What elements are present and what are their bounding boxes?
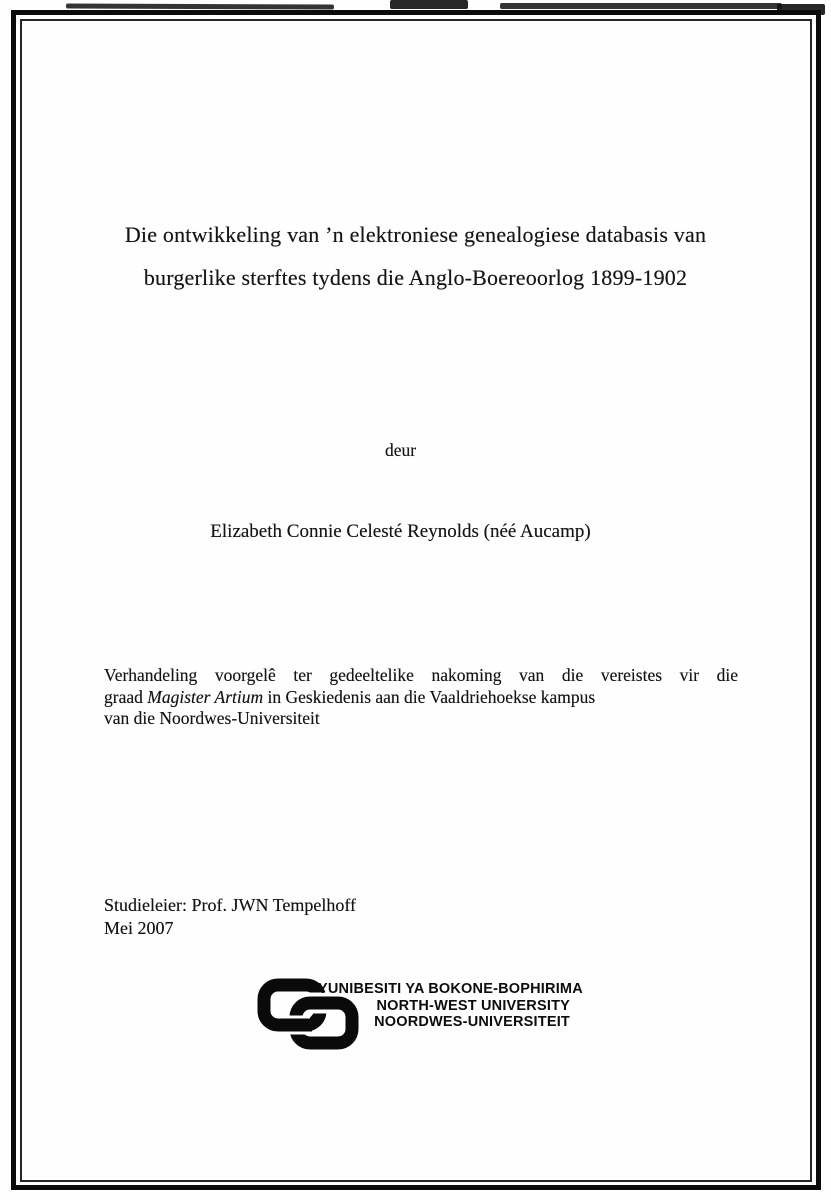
- university-logo-text: [318, 981, 583, 1031]
- degree-name-italic: Magister Artium: [147, 686, 264, 707]
- scan-artifact: [390, 0, 468, 9]
- degree-statement: [104, 665, 738, 730]
- university-logo: [256, 977, 583, 1053]
- byline: deur: [384, 440, 417, 460]
- supervisor-block: [104, 894, 356, 940]
- logo-text-afrikaans: NOORDWES-UNIVERSITEIT: [374, 1014, 570, 1030]
- logo-text-setswana: YUNIBESITI YA BOKONE-BOPHIRIMA: [318, 981, 583, 997]
- supervisor-line: Studieleier: Prof. JWN Tempelhoff: [104, 895, 357, 915]
- date-line: Mei 2007: [104, 918, 174, 938]
- author-name: Elizabeth Connie Celesté Reynolds (néé Aucamp): [210, 521, 591, 542]
- statement-line1: Verhandeling voorgelê ter gedeeltelike nakoming van die vereistes vir die: [104, 665, 738, 685]
- thesis-title: [70, 213, 761, 299]
- statement-line2: [104, 687, 738, 709]
- thesis-title-line1: Die ontwikkeling van ’n elektroniese genealogiese databasis van: [124, 222, 707, 247]
- thesis-title-line2: burgerlike sterftes tydens die Anglo-Boereoorlog 1899-1902: [143, 265, 688, 290]
- statement-line3: van die Noordwes-Universiteit: [104, 708, 320, 728]
- scan-artifact: [66, 4, 334, 10]
- logo-text-english: NORTH-WEST UNIVERSITY: [376, 997, 570, 1014]
- scan-artifact: [500, 3, 782, 9]
- statement-line2-suffix: in Geskiedenis aan die Vaaldriehoekse kampus: [263, 686, 596, 707]
- statement-line2-prefix: graad: [104, 686, 148, 707]
